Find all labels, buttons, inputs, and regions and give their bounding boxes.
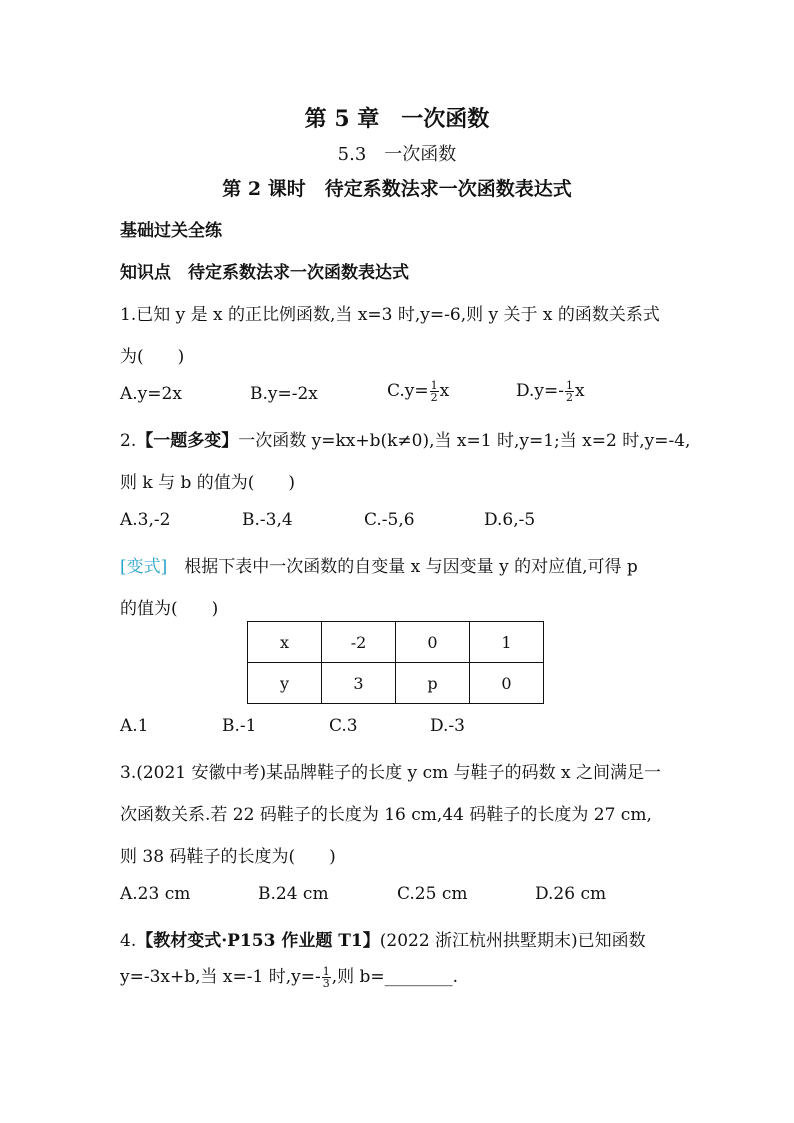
q1-option-b: B.y=-2x	[250, 384, 318, 404]
q4-number: 4.	[120, 931, 137, 951]
variant-tag: [变式]	[120, 557, 168, 577]
q2-option-b: B.-3,4	[242, 510, 293, 530]
q4-fraction-numerator: 1	[322, 965, 330, 978]
q4-fraction	[322, 966, 331, 989]
q1-line2: 为( )	[120, 347, 185, 367]
q4-fraction-denominator: 3	[322, 977, 330, 990]
table-cell: x	[248, 622, 322, 663]
q1-option-c-numerator: 1	[430, 379, 438, 392]
variant-line2: 的值为( )	[120, 599, 219, 619]
variant-option-a: A.1	[120, 716, 149, 736]
q3-option-c: C.25 cm	[397, 884, 468, 904]
q1-option-c-prefix: C.y=	[387, 381, 429, 401]
q3-line1: 3.(2021 安徽中考)某品牌鞋子的长度 y cm 与鞋子的码数 x 之间满足一	[120, 763, 662, 783]
q1-option-d-fraction	[565, 380, 574, 403]
q4-line2	[120, 962, 458, 989]
value-table	[247, 621, 544, 704]
knowledge-point: 知识点 待定系数法求一次函数表达式	[120, 263, 409, 283]
q2-option-a: A.3,-2	[120, 510, 171, 530]
table-cell: p	[396, 663, 470, 704]
variant-line1	[120, 552, 638, 577]
table-row-y	[248, 663, 544, 704]
variant-option-c: C.3	[329, 716, 358, 736]
q1-option-d	[516, 380, 585, 403]
lesson-title: 第 2 课时 待定系数法求一次函数表达式	[222, 178, 572, 200]
q4-line2-prefix: y=-3x+b,当 x=-1 时,y=-	[120, 967, 321, 987]
q2-option-d: D.6,-5	[484, 510, 536, 530]
q3-option-d: D.26 cm	[535, 884, 607, 904]
q2-option-c: C.-5,6	[364, 510, 415, 530]
q1-option-d-prefix: D.y=-	[516, 381, 565, 401]
q1-line1: 1.已知 y 是 x 的正比例函数,当 x=3 时,y=-6,则 y 关于 x 的函数关系式	[120, 305, 660, 325]
table-cell: y	[248, 663, 322, 704]
table-cell: -2	[322, 622, 396, 663]
q3-line2: 次函数关系.若 22 码鞋子的长度为 16 cm,44 码鞋子的长度为 27 cm,	[120, 805, 652, 825]
table-cell: 0	[396, 622, 470, 663]
q3-option-a: A.23 cm	[120, 884, 191, 904]
q1-option-d-numerator: 1	[566, 379, 574, 392]
chapter-title: 第 5 章 一次函数	[304, 106, 490, 132]
q4-line1-text: (2022 浙江杭州拱墅期末)已知函数	[379, 931, 646, 951]
q3-line3: 则 38 码鞋子的长度为( )	[120, 847, 336, 867]
q3-option-b: B.24 cm	[258, 884, 329, 904]
q2-line1	[120, 426, 690, 451]
variant-line1-text: 根据下表中一次函数的自变量 x 与因变量 y 的对应值,可得 p	[167, 557, 638, 577]
q2-number: 2.	[120, 431, 137, 451]
variant-option-b: B.-1	[222, 716, 257, 736]
section-title: 5.3 一次函数	[337, 144, 457, 165]
practice-heading: 基础过关全练	[120, 221, 222, 241]
q1-option-c-denominator: 2	[430, 391, 438, 404]
table-cell: 1	[470, 622, 544, 663]
q1-option-d-suffix: x	[575, 381, 585, 401]
q1-option-d-denominator: 2	[566, 391, 574, 404]
q1-option-a: A.y=2x	[120, 384, 182, 404]
q4-line2-suffix: ,则 b=________.	[331, 967, 459, 987]
q1-option-c-fraction	[430, 380, 439, 403]
q1-option-c	[387, 380, 449, 403]
table-cell: 3	[322, 663, 396, 704]
q4-tag: 【教材变式·P153 作业题 T1】	[136, 931, 380, 951]
q2-tag: 【一题多变】	[136, 431, 239, 451]
q1-option-c-suffix: x	[439, 381, 450, 401]
table-cell: 0	[470, 663, 544, 704]
q2-line1-text: 一次函数 y=kx+b(k≠0),当 x=1 时,y=1;当 x=2 时,y=-4,	[238, 431, 691, 451]
table-row-x	[248, 622, 544, 663]
q2-line2: 则 k 与 b 的值为( )	[120, 473, 296, 493]
variant-option-d: D.-3	[430, 716, 465, 736]
q4-line1	[120, 926, 646, 951]
